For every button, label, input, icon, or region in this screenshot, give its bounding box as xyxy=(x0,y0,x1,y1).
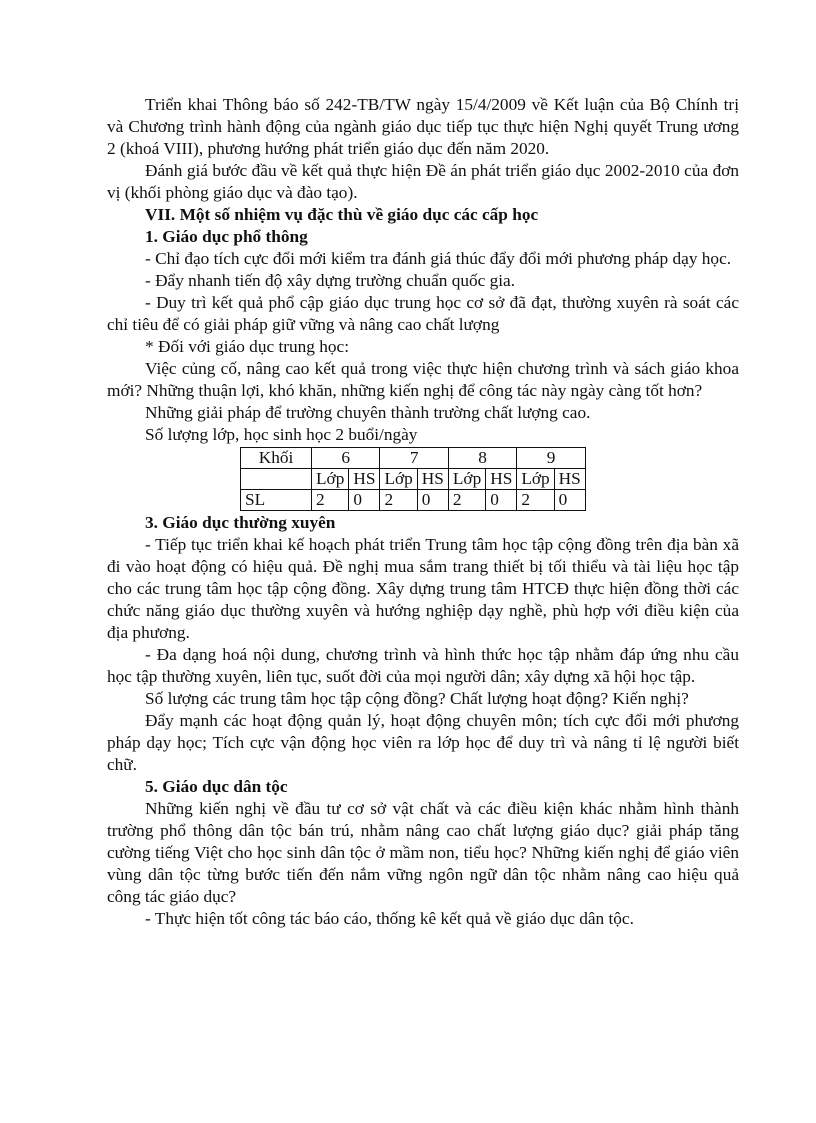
table-cell: 2 xyxy=(380,490,417,511)
subsection-1-heading: 1. Giáo dục phổ thông xyxy=(145,227,308,246)
table-cell: 0 xyxy=(486,490,517,511)
table-cell: 0 xyxy=(554,490,585,511)
secondary-label: * Đối với giáo dục trung học: xyxy=(145,337,349,356)
hs-label: HS xyxy=(486,469,517,490)
table-subheader-row xyxy=(241,469,586,490)
hs-label: HS xyxy=(554,469,585,490)
sub1-item-2: - Đẩy nhanh tiến độ xây dựng trường chuẩn quốc gia. xyxy=(145,271,516,290)
table-cell: 2 xyxy=(517,490,554,511)
sub1-item-1: - Chỉ đạo tích cực đổi mới kiểm tra đánh giá thúc đẩy đổi mới phương pháp dạy học. xyxy=(145,249,732,268)
hs-label: HS xyxy=(349,469,380,490)
sub1-item-3: - Duy trì kết quả phổ cập giáo dục trung học cơ sở đã đạt, thường xuyên rà soát các chỉ tiêu để có giải pháp giữ vững và nâng cao chất lượng xyxy=(107,293,739,334)
sub3-paragraph-4: Đẩy mạnh các hoạt động quản lý, hoạt động chuyên môn; tích cực đổi mới phương pháp dạy học; Tích cực vận động học viên ra lớp học để duy trì và nâng tỉ lệ người biết chữ. xyxy=(107,711,739,774)
lop-label: Lớp xyxy=(312,469,349,490)
empty-cell xyxy=(241,469,312,490)
table-cell: 2 xyxy=(312,490,349,511)
document-page xyxy=(107,94,739,930)
row-label: SL xyxy=(241,490,312,511)
table-cell: 0 xyxy=(349,490,380,511)
intro-paragraph-1: Triển khai Thông báo số 242-TB/TW ngày 15/4/2009 về Kết luận của Bộ Chính trị và Chương trình hành động của ngành giáo dục tiếp tục thực hiện Nghị quyết Trung ương 2 (khoá VIII), phương hướng phát triển giáo dục đến năm 2020. xyxy=(107,95,739,158)
table-caption: Số lượng lớp, học sinh học 2 buổi/ngày xyxy=(145,425,418,444)
table-cell: 2 xyxy=(448,490,485,511)
sub3-paragraph-3: Số lượng các trung tâm học tập cộng đồng? Chất lượng hoạt động? Kiến nghị? xyxy=(145,689,689,708)
section-7-heading: VII. Một số nhiệm vụ đặc thù về giáo dục các cấp học xyxy=(145,205,539,224)
table-row xyxy=(241,490,586,511)
lop-label: Lớp xyxy=(380,469,417,490)
lop-label: Lớp xyxy=(517,469,554,490)
grade-9-header: 9 xyxy=(517,448,585,469)
table-cell: 0 xyxy=(417,490,448,511)
solutions-text: Những giải pháp để trường chuyên thành trường chất lượng cao. xyxy=(145,403,591,422)
sub3-paragraph-2: - Đa dạng hoá nội dung, chương trình và hình thức học tập nhằm đáp ứng nhu cầu học tập thường xuyên, liên tục, suốt đời của mọi người dân; xây dựng xã hội học tập. xyxy=(107,645,739,686)
hs-label: HS xyxy=(417,469,448,490)
secondary-text: Việc củng cố, nâng cao kết quả trong việc thực hiện chương trình và sách giáo khoa mới? Những thuận lợi, khó khăn, những kiến nghị để công tác này ngày càng tốt hơn? xyxy=(107,359,739,400)
khoi-label: Khối xyxy=(241,448,312,469)
class-count-table xyxy=(240,447,586,511)
subsection-3-heading: 3. Giáo dục thường xuyên xyxy=(145,513,336,532)
intro-paragraph-2: Đánh giá bước đầu về kết quả thực hiện Đề án phát triển giáo dục 2002-2010 của đơn vị (khối phòng giáo dục và đào tạo). xyxy=(107,161,739,202)
table-header-row xyxy=(241,448,586,469)
sub5-paragraph-2: - Thực hiện tốt công tác báo cáo, thống kê kết quả về giáo dục dân tộc. xyxy=(145,909,634,928)
sub5-paragraph-1: Những kiến nghị về đầu tư cơ sở vật chất và các điều kiện khác nhằm hình thành trường phổ thông dân tộc bán trú, nhằm nâng cao chất lượng giáo dục? giải pháp tăng cường tiếng Việt cho học sinh dân tộc ở mầm non, tiểu học? Những kiến nghị để giáo viên vùng dân tộc từng bước tiến đến nắm vững ngôn ngữ dân tộc nhằm nâng cao hiệu quả công tác giáo dục? xyxy=(107,799,739,906)
grade-8-header: 8 xyxy=(448,448,516,469)
grade-6-header: 6 xyxy=(312,448,380,469)
lop-label: Lớp xyxy=(448,469,485,490)
subsection-5-heading: 5. Giáo dục dân tộc xyxy=(145,777,288,796)
sub3-paragraph-1: - Tiếp tục triển khai kế hoạch phát triển Trung tâm học tập cộng đồng trên địa bàn xã đi vào hoạt động có hiệu quả. Đề nghị mua sắm trang thiết bị tối thiểu và tài liệu học tập cho các trung tâm học tập cộng đồng. Xây dựng trung tâm HTCĐ thực hiện đồng thời các chức năng giáo dục thường xuyên và hướng nghiệp dạy nghề, phù hợp với điều kiện của địa phương. xyxy=(107,535,739,642)
grade-7-header: 7 xyxy=(380,448,448,469)
